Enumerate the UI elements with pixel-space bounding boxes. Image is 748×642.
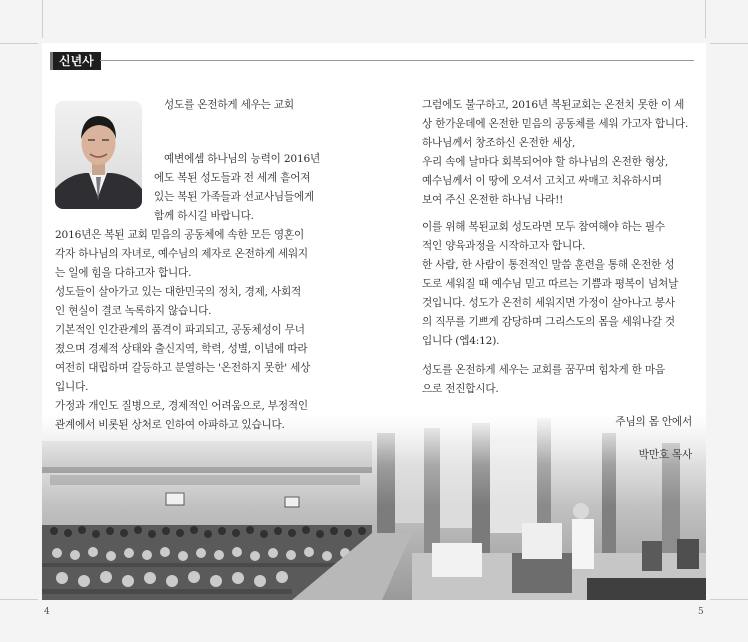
intro-line: 에도 복된 성도들과 전 세계 흩어져 (154, 172, 311, 184)
body-line: 것입니다. 성도가 온전히 세워지면 가정이 살아나고 봉사 (422, 297, 675, 309)
pastor-portrait-image (55, 101, 142, 209)
intro-line: 예변에셈 하나님의 능력이 2016년 (164, 153, 321, 165)
body-line: 관계에서 비롯된 상처로 인하여 아파하고 있습니다. (55, 419, 285, 431)
body-line: 적인 양육과정을 시작하고자 합니다. (422, 240, 586, 252)
body-line: 가정과 개인도 질병으로, 경제적인 어려움으로, 부정적인 (55, 400, 308, 412)
crop-mark (42, 0, 43, 38)
body-line: 입니다. (55, 381, 89, 393)
intro-line: 함께 하시길 바랍니다. (154, 210, 254, 222)
pastor-portrait (55, 101, 142, 209)
crop-mark (710, 43, 748, 44)
crop-mark (0, 599, 38, 600)
page-number-left: 4 (44, 607, 50, 617)
body-line: 한 사람, 한 사람이 통전적인 말씀 훈련을 통해 온전한 성 (422, 259, 675, 271)
body-line: 인 현실이 결코 녹록하지 않습니다. (55, 305, 212, 317)
body-line: 성도들이 살아가고 있는 대한민국의 정치, 경제, 사회적 (55, 286, 302, 298)
body-line: 보여 주신 온전한 하나님 나라!! (422, 194, 564, 206)
body-line: 입니다 (엡4:12). (422, 335, 500, 347)
intro-line: 있는 복된 가족들과 선교사님들에게 (154, 191, 315, 203)
crop-mark (710, 599, 748, 600)
body-line: 는 일에 힘을 다하고자 합니다. (55, 267, 192, 279)
body-line: 졌으며 경제적 상태와 출신지역, 학력, 성별, 이념에 따라 (55, 343, 308, 355)
body-line: 2016년은 복된 교회 믿음의 공동체에 속한 모든 영혼이 (55, 229, 305, 241)
section-rule (100, 60, 694, 61)
body-line: 상 한가운데에 온전한 믿음의 공동체를 세워 가고자 합니다. (422, 118, 689, 130)
church-sanctuary-photo (42, 413, 706, 600)
closing-line: 주님의 몸 안에서 (615, 416, 692, 428)
body-line: 이를 위해 복된교회 성도라면 모두 참여해야 하는 필수 (422, 221, 665, 233)
page-number-right: 5 (698, 607, 704, 617)
body-line: 의 직무를 기쁘게 감당하며 그리스도의 몸을 세워나갈 것 (422, 316, 675, 328)
body-line: 여전히 대립하며 갈등하고 분열하는 '온전하지 못한' 세상 (55, 362, 311, 374)
body-line: 으로 전진합시다. (422, 383, 499, 395)
body-line: 하나님께서 창조하신 온전한 세상, (422, 137, 576, 149)
body-line: 각자 하나님의 자녀로, 예수님의 제자로 온전하게 세워지 (55, 248, 308, 260)
body-line: 도로 세워질 때 예수님 믿고 따르는 기쁨과 평복이 넘쳐날 (422, 278, 679, 290)
body-line: 성도를 온전하게 세우는 교회를 꿈꾸며 힘차게 한 마음 (422, 364, 665, 376)
article-title: 성도를 온전하게 세우는 교회 (164, 99, 294, 111)
crop-mark (0, 43, 38, 44)
body-line: 기본적인 인간관계의 품격이 파괴되고, 공동체성이 무너 (55, 324, 305, 336)
body-line: 그럼에도 불구하고, 2016년 복된교회는 온전치 못한 이 세 (422, 99, 685, 111)
newsletter-spread (42, 43, 706, 600)
body-line: 예수님께서 이 땅에 오셔서 고치고 싸매고 치유하시며 (422, 175, 662, 187)
signature: 박만호 목사 (638, 449, 692, 461)
section-tag: 신년사 (50, 52, 101, 70)
body-line: 우리 속에 날마다 회복되어야 할 하나님의 온전한 형상, (422, 156, 669, 168)
crop-mark (705, 0, 706, 38)
